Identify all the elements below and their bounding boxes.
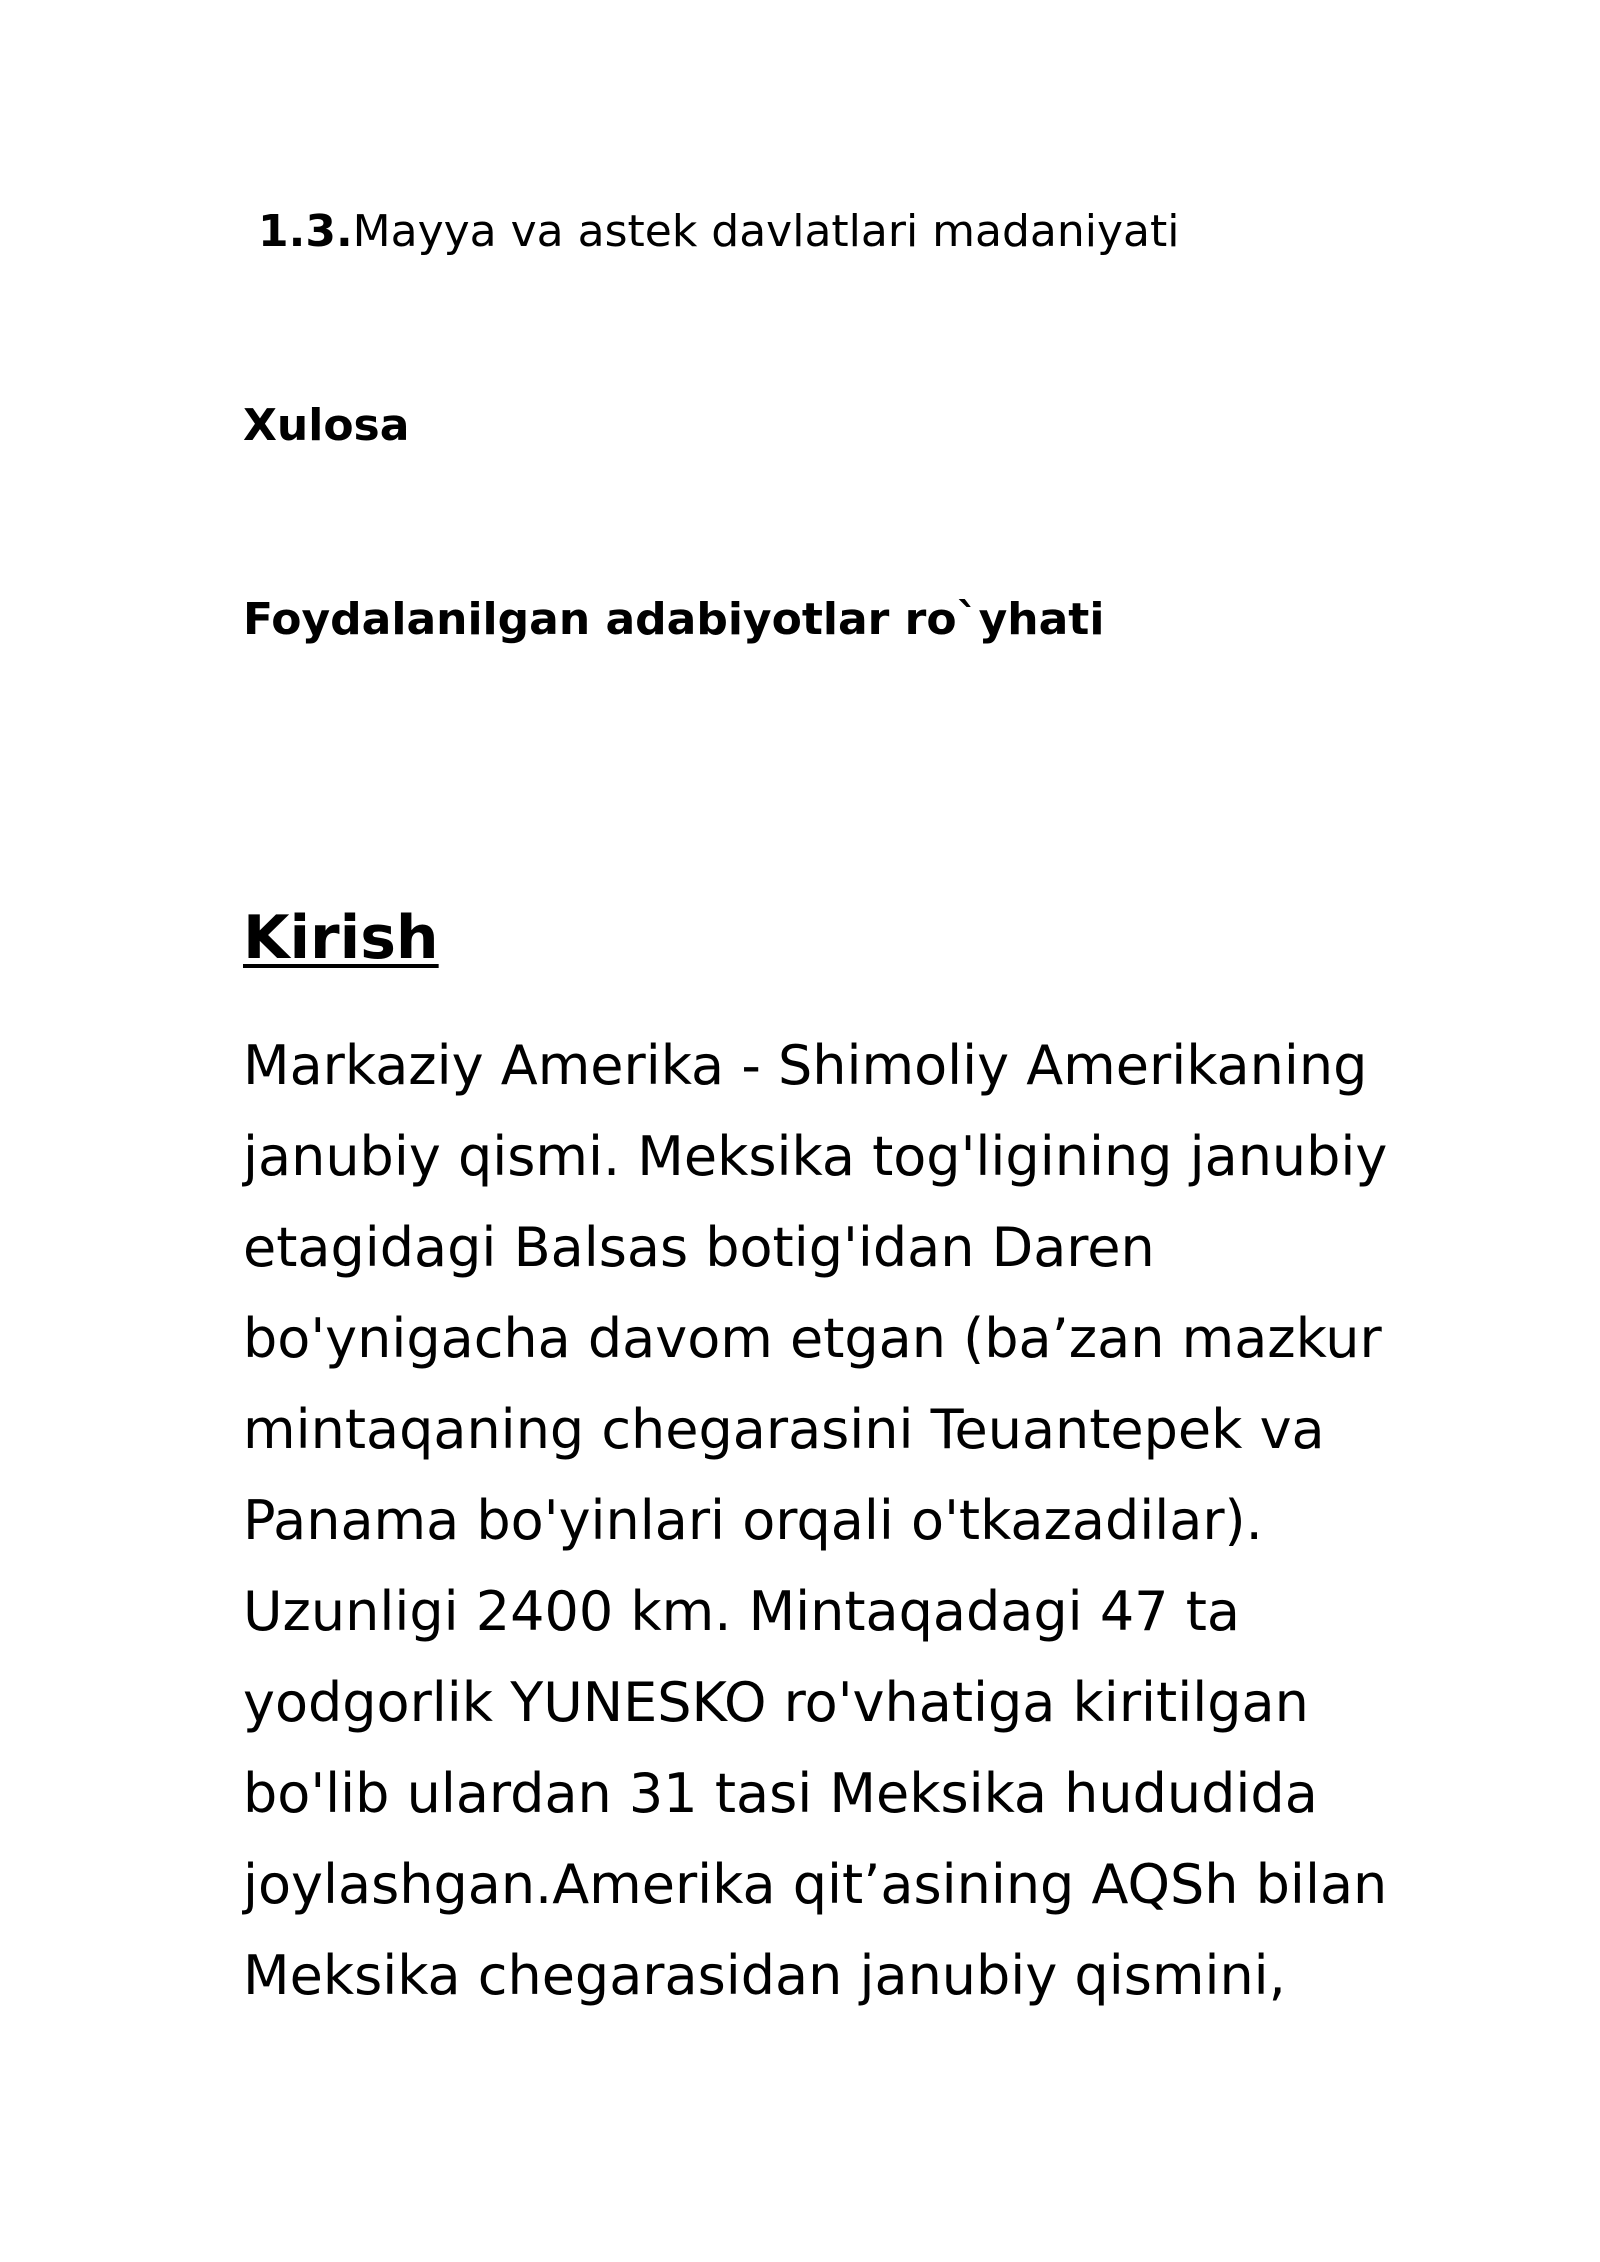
toc-item-mayya-astek [258,204,1179,260]
paragraph-line: bo'lib ulardan 31 tasi Meksika hududida [243,1762,1318,1825]
paragraph-line: mintaqaning chegarasini Teuantepek va [243,1398,1325,1461]
paragraph-line: Meksika chegarasidan janubiy qismini, [243,1944,1286,2007]
toc-item-title: Mayya va astek davlatlari madaniyati [352,206,1180,257]
section-heading: Kirish [243,903,439,973]
paragraph-line: etagidagi Balsas botig'idan Daren [243,1216,1155,1279]
paragraph-line: janubiy qismi. Meksika tog'ligining janubiy [243,1125,1388,1188]
paragraph-line: bo'ynigacha davom etgan (ba’zan mazkur [243,1307,1382,1370]
paragraph-line: joylashgan.Amerika qit’asining AQSh bilan [243,1853,1388,1916]
toc-item-xulosa: Xulosa [243,400,410,451]
toc-item-number: 1.3. [258,206,353,257]
paragraph-line: yodgorlik YUNESKO ro'vhatiga kiritilgan [243,1671,1309,1734]
toc-item-references: Foydalanilgan adabiyotlar ro`yhati [243,594,1105,645]
paragraph-line: Uzunligi 2400 km. Mintaqadagi 47 ta [243,1580,1240,1643]
paragraph-line: Panama bo'yinlari orqali o'tkazadilar). [243,1489,1263,1552]
paragraph-line: Markaziy Amerika - Shimoliy Amerikaning [243,1034,1368,1097]
body-paragraph [243,1020,1388,2021]
